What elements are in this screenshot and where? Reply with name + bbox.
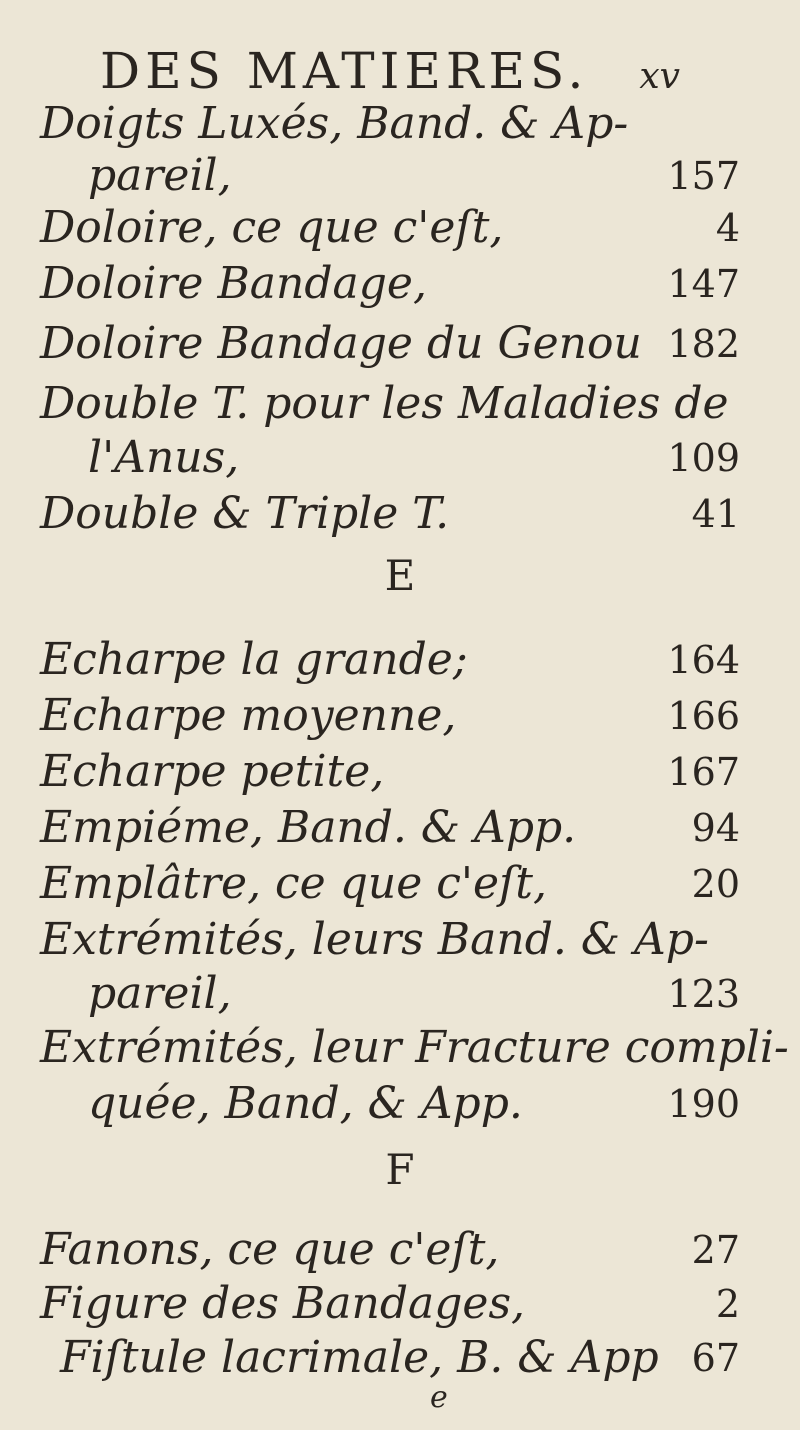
index-entry: [88, 1076, 740, 1132]
index-entry: [40, 632, 740, 688]
entry-page: 94: [691, 806, 740, 850]
index-entry: [40, 486, 740, 542]
entry-page: 166: [667, 694, 740, 738]
index-entry: [88, 430, 740, 486]
entry-page: 123: [667, 972, 740, 1016]
entry-page: 109: [667, 436, 740, 480]
index-entry: [40, 256, 740, 312]
index-entry: [40, 1276, 740, 1332]
entry-text: Extrémités, leurs Band. & Ap-: [40, 914, 709, 965]
entry-text: Echarpe moyenne,: [40, 690, 457, 741]
entry-text: Empiéme, Band. & App.: [40, 802, 577, 853]
section-letter-f: F: [385, 1145, 415, 1194]
entry-text: Doloire Bandage du Genou: [40, 318, 642, 369]
entry-page: 190: [667, 1082, 740, 1126]
index-entry: [40, 1020, 789, 1076]
index-entry: [40, 800, 740, 856]
index-entry: [40, 688, 740, 744]
entry-text: Doloire Bandage,: [40, 258, 427, 309]
entry-page: 20: [691, 862, 740, 906]
entry-text: Emplâtre, ce que c'eſt,: [40, 858, 547, 909]
entry-page: 67: [691, 1336, 740, 1380]
page-header: [100, 42, 740, 100]
entry-text: Doigts Luxés, Band. & Ap-: [40, 98, 629, 149]
entry-text: Double & Triple T.: [40, 488, 450, 539]
entry-text: Figure des Bandages,: [40, 1278, 526, 1329]
entry-page: 167: [667, 750, 740, 794]
entry-page: 182: [667, 322, 740, 366]
index-entry: [40, 744, 740, 800]
index-entry: [88, 148, 740, 204]
entry-text: Doloire, ce que c'eſt,: [40, 202, 504, 253]
entry-page: 157: [667, 154, 740, 198]
index-entry: [40, 200, 740, 256]
header-title: DES MATIERES.: [100, 42, 589, 100]
entry-text: Echarpe la grande;: [40, 634, 468, 685]
entry-text: Fanons, ce que c'eſt,: [40, 1224, 500, 1275]
entry-page: 164: [667, 638, 740, 682]
entry-page: 27: [691, 1228, 740, 1272]
page-number: xv: [639, 56, 680, 97]
entry-text: l'Anus,: [88, 432, 240, 483]
entry-page: 147: [667, 262, 740, 306]
entry-text: Extrémités, leur Fracture compli-: [40, 1022, 789, 1073]
entry-text: pareil,: [88, 968, 232, 1019]
entry-page: 41: [691, 492, 740, 536]
entry-page: 4: [715, 206, 740, 250]
entry-text: pareil,: [88, 150, 232, 201]
index-entry: [60, 1330, 740, 1386]
index-entry: [88, 966, 740, 1022]
index-entry: [40, 96, 740, 152]
index-entry: [40, 316, 740, 372]
entry-text: Echarpe petite,: [40, 746, 385, 797]
entry-text: Fiſtule lacrimale, B. & App: [60, 1332, 659, 1383]
index-entry: [40, 376, 740, 432]
entry-text: Double T. pour les Maladies de: [40, 378, 729, 429]
section-letter-e: E: [384, 551, 416, 600]
entry-page: 2: [715, 1282, 740, 1326]
catchword: e: [430, 1380, 448, 1415]
index-entry: [40, 912, 740, 968]
entry-text: quée, Band, & App.: [88, 1078, 523, 1129]
index-entry: [40, 856, 740, 912]
index-entry: [40, 1222, 740, 1278]
